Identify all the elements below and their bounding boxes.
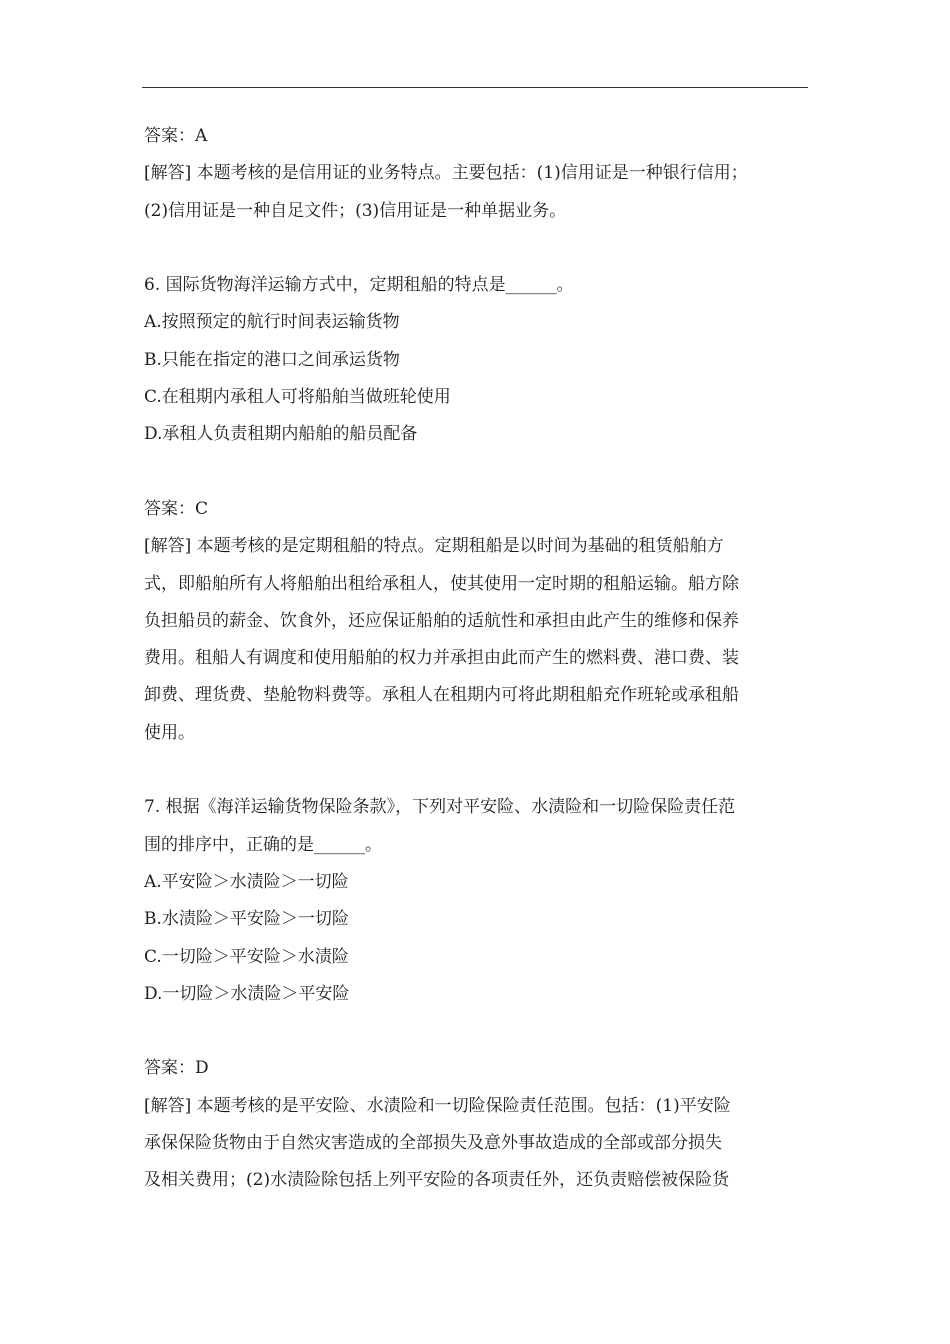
explanation-line: 使用。 [144, 722, 195, 743]
question-7-stem: 围的排序中，正确的是______。 [144, 834, 382, 855]
paragraph-gap [144, 454, 808, 491]
answer-line: 答案：C [144, 498, 209, 519]
option-b: B.水渍险＞平安险＞一切险 [144, 909, 349, 930]
question-6-stem: 6. 国际货物海洋运输方式中，定期租船的特点是______。 [144, 275, 574, 296]
explanation-line: (2)信用证是一种自足文件；(3)信用证是一种单据业务。 [144, 200, 567, 221]
paragraph-gap [144, 752, 808, 789]
explanation-line: [解答] 本题考核的是信用证的业务特点。主要包括：(1)信用证是一种银行信用； [144, 163, 748, 184]
paragraph-gap [144, 1013, 808, 1050]
option-c: C.一切险＞平安险＞水渍险 [144, 946, 349, 967]
option-a: A.按照预定的航行时间表运输货物 [144, 312, 400, 333]
document-body [144, 118, 808, 1200]
explanation-line: 卸费、理货费、垫舱物料费等。承租人在租期内可将此期租船充作班轮或承租船 [144, 685, 739, 706]
answer-line: 答案：A [144, 126, 208, 146]
paragraph-gap [144, 230, 808, 267]
explanation-line: 式，即船舶所有人将船舶出租给承租人，使其使用一定时期的租船运输。船方除 [144, 573, 739, 594]
explanation-line: 及相关费用；(2)水渍险除包括上列平安险的各项责任外，还负责赔偿被保险货 [144, 1170, 730, 1191]
option-c: C.在租期内承租人可将船舶当做班轮使用 [144, 387, 451, 408]
option-d: D.一切险＞水渍险＞平安险 [144, 983, 350, 1004]
option-a: A.平安险＞水渍险＞一切险 [144, 871, 349, 892]
explanation-line: 费用。租船人有调度和使用船舶的权力并承担由此而产生的燃料费、港口费、装 [144, 648, 739, 669]
explanation-line: 负担船员的薪金、饮食外，还应保证船舶的适航性和承担由此产生的维修和保养 [144, 610, 739, 631]
explanation-line: 承保保险货物由于自然灾害造成的全部损失及意外事故造成的全部或部分损失 [144, 1133, 722, 1154]
answer-line: 答案：D [144, 1058, 209, 1079]
explanation-line: [解答] 本题考核的是定期租船的特点。定期租船是以时间为基础的租赁船舶方 [144, 536, 724, 557]
header-rule [142, 87, 808, 88]
question-7-stem: 7. 根据《海洋运输货物保险条款》，下列对平安险、水渍险和一切险保险责任范 [144, 797, 736, 818]
option-d: D.承租人负责租期内船舶的船员配备 [144, 424, 418, 445]
explanation-line: [解答] 本题考核的是平安险、水渍险和一切险保险责任范围。包括：(1)平安险 [144, 1095, 731, 1116]
option-b: B.只能在指定的港口之间承运货物 [144, 349, 400, 370]
